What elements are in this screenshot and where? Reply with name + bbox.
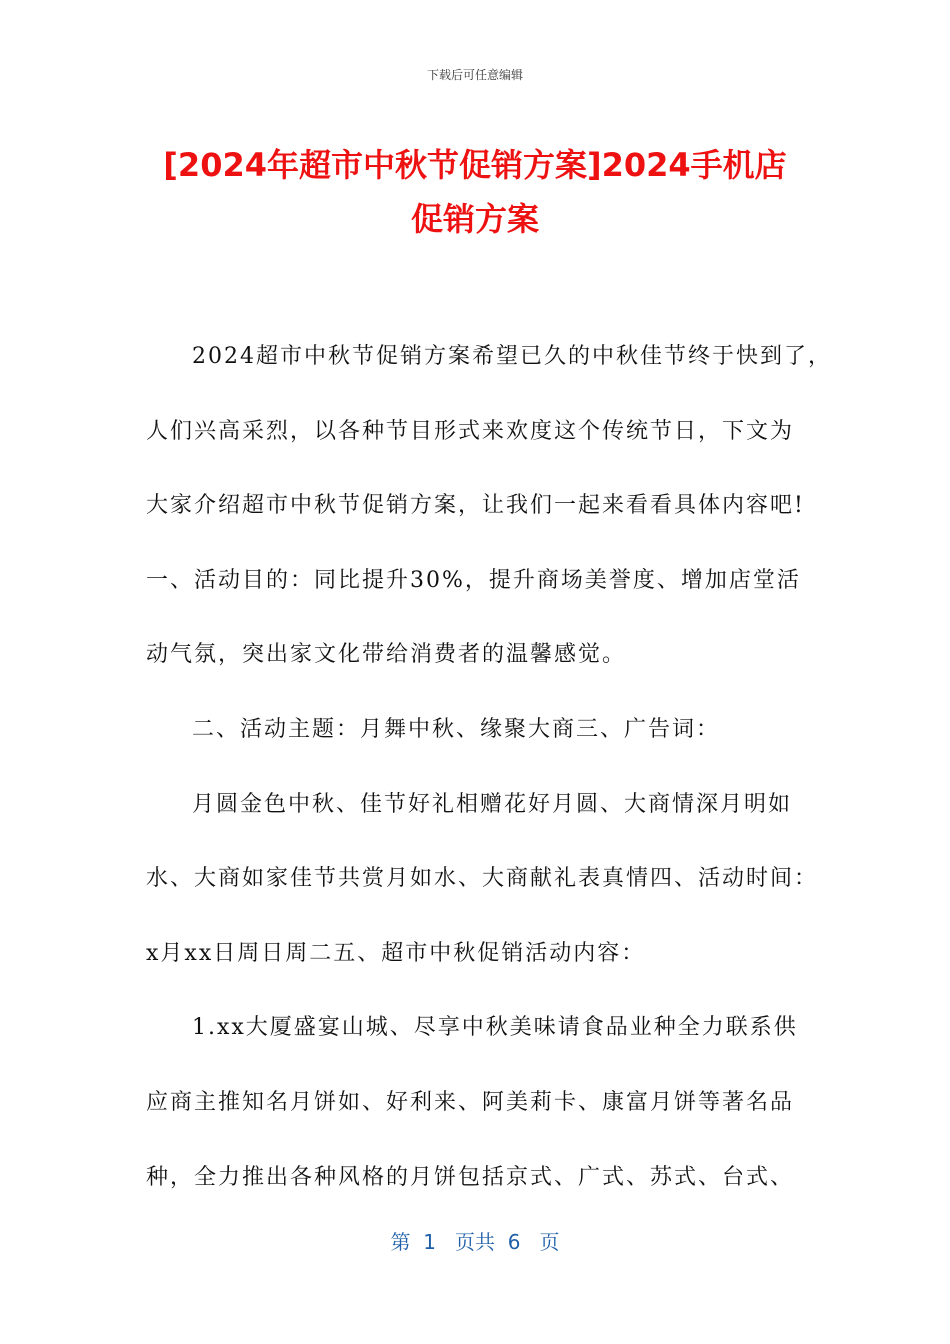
body-line: 2024超市中秋节促销方案希望已久的中秋佳节终于快到了，	[192, 344, 832, 369]
document-title	[120, 138, 830, 246]
page-number: 第 1 页共 6 页	[390, 1230, 560, 1254]
body-line: 种，全力推出各种风格的月饼包括京式、广式、苏式、台式、	[146, 1164, 795, 1190]
body-line: 水、大商如家佳节共赏月如水、大商献礼表真情四、活动时间：	[146, 866, 819, 892]
body-line: 应商主推知名月饼如、好利来、阿美莉卡、康富月饼等著名品	[146, 1089, 795, 1115]
title-line-1: [2024年超市中秋节促销方案]2024手机店	[163, 146, 787, 184]
body-line: 大家介绍超市中秋节促销方案，让我们一起来看看具体内容吧!	[146, 493, 805, 519]
body-line: 动气氛，突出家文化带给消费者的温馨感觉。	[146, 642, 627, 668]
body-line: x月xx日周日周二五、超市中秋促销活动内容：	[146, 940, 646, 966]
body-line: 月圆金色中秋、佳节好礼相赠花好月圆、大商情深月明如	[192, 791, 793, 817]
document-body	[146, 320, 832, 1215]
body-line: 1.xx大厦盛宴山城、尽享中秋美味请食品业种全力联系供	[192, 1015, 798, 1041]
body-line: 二、活动主题：月舞中秋、缘聚大商三、广告词：	[192, 716, 721, 742]
header-note: 下载后可任意编辑	[426, 68, 523, 82]
body-line: 一、活动目的：同比提升30%，提升商场美誉度、增加店堂活	[146, 567, 801, 593]
body-line: 人们兴高采烈，以各种节目形式来欢度这个传统节日，下文为	[146, 418, 795, 444]
title-line-2: 促销方案	[410, 200, 539, 238]
